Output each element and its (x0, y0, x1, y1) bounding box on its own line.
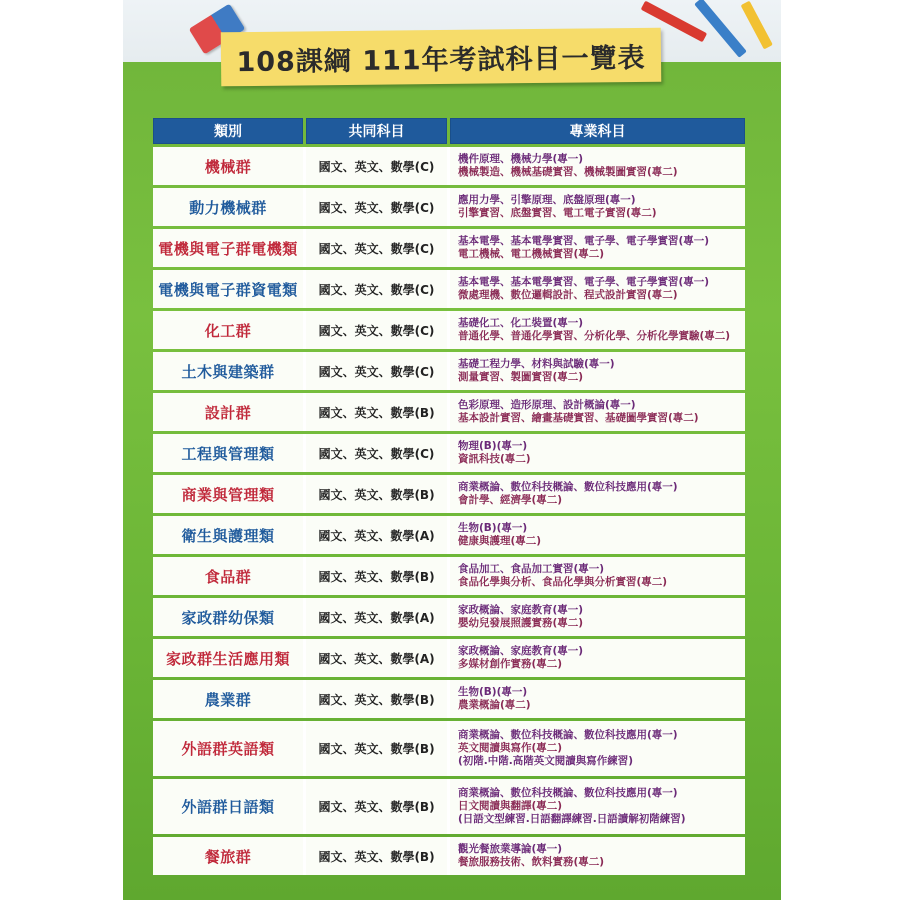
common-subjects-cell: 國文、英文、數學(C) (306, 229, 447, 267)
table-row (153, 639, 745, 677)
category-cell: 商業與管理類 (153, 475, 303, 513)
common-subjects-cell: 國文、英文、數學(B) (306, 475, 447, 513)
category-cell: 化工群 (153, 311, 303, 349)
specialized-subjects-cell (450, 311, 745, 349)
table-row (153, 229, 745, 267)
specialized-subject-line: 基本設計實習、繪畫基礎實習、基礎圖學實習(專二) (458, 412, 699, 424)
table-row (153, 147, 745, 185)
specialized-subject-line: 物理(B)(專一) (458, 440, 528, 452)
specialized-subject-line: 基礎工程力學、材料與試驗(專一) (458, 358, 615, 370)
specialized-subject-line: 電工機械、電工機械實習(專二) (458, 248, 605, 260)
category-cell: 工程與管理類 (153, 434, 303, 472)
specialized-subject-line: 普通化學、普通化學實習、分析化學、分析化學實驗(專二) (458, 330, 731, 342)
header-specialized: 專業科目 (450, 118, 745, 144)
specialized-subject-line: 會計學、經濟學(專二) (458, 494, 563, 506)
table-row (153, 393, 745, 431)
table-row (153, 779, 745, 834)
specialized-subject-line: 家政概論、家庭教育(專一) (458, 604, 584, 616)
specialized-subject-line: 基本電學、基本電學實習、電子學、電子學實習(專一) (458, 276, 710, 288)
table-row (153, 434, 745, 472)
specialized-subject-line: 家政概論、家庭教育(專一) (458, 645, 584, 657)
category-cell: 電機與電子群電機類 (153, 229, 303, 267)
specialized-subject-line: 商業概論、數位科技概論、數位科技應用(專一) (458, 787, 678, 799)
title-banner (221, 28, 662, 87)
common-subjects-cell: 國文、英文、數學(B) (306, 393, 447, 431)
specialized-subject-line: 食品加工、食品加工實習(專一) (458, 563, 605, 575)
category-cell: 餐旅群 (153, 837, 303, 875)
specialized-subjects-cell (450, 721, 745, 776)
category-cell: 衛生與護理類 (153, 516, 303, 554)
table-row (153, 837, 745, 875)
category-cell: 外語群英語類 (153, 721, 303, 776)
specialized-subjects-cell (450, 270, 745, 308)
specialized-subject-line: 基本電學、基本電學實習、電子學、電子學實習(專一) (458, 235, 710, 247)
category-cell: 家政群幼保類 (153, 598, 303, 636)
category-cell: 設計群 (153, 393, 303, 431)
specialized-subject-line: 生物(B)(專一) (458, 522, 528, 534)
specialized-subject-line: (初階.中階.高階英文閱讀與寫作練習) (458, 755, 634, 767)
category-cell: 動力機械群 (153, 188, 303, 226)
common-subjects-cell: 國文、英文、數學(C) (306, 147, 447, 185)
specialized-subject-line: 測量實習、製圖實習(專二) (458, 371, 584, 383)
specialized-subject-line: 基礎化工、化工裝置(專一) (458, 317, 584, 329)
specialized-subject-line: 觀光餐旅業導論(專一) (458, 843, 563, 855)
table-row (153, 721, 745, 776)
header-common: 共同科目 (306, 118, 447, 144)
subjects-table (153, 118, 745, 868)
table-header (153, 118, 745, 144)
common-subjects-cell: 國文、英文、數學(C) (306, 352, 447, 390)
specialized-subjects-cell (450, 837, 745, 875)
specialized-subject-line: 機件原理、機械力學(專一) (458, 153, 584, 165)
category-cell: 家政群生活應用類 (153, 639, 303, 677)
category-cell: 農業群 (153, 680, 303, 718)
specialized-subject-line: 色彩原理、造形原理、設計概論(專一) (458, 399, 636, 411)
common-subjects-cell: 國文、英文、數學(A) (306, 516, 447, 554)
table-row (153, 598, 745, 636)
table-row (153, 475, 745, 513)
common-subjects-cell: 國文、英文、數學(A) (306, 639, 447, 677)
specialized-subjects-cell (450, 557, 745, 595)
specialized-subjects-cell (450, 516, 745, 554)
category-cell: 土木與建築群 (153, 352, 303, 390)
category-cell: 食品群 (153, 557, 303, 595)
specialized-subject-line: 健康與護理(專二) (458, 535, 542, 547)
table-row (153, 680, 745, 718)
specialized-subjects-cell (450, 680, 745, 718)
specialized-subjects-cell (450, 434, 745, 472)
specialized-subject-line: (日語文型練習.日語翻譯練習.日語讀解初階練習) (458, 813, 686, 825)
specialized-subject-line: 微處理機、數位邏輯設計、程式設計實習(專二) (458, 289, 678, 301)
category-cell: 電機與電子群資電類 (153, 270, 303, 308)
specialized-subject-line: 應用力學、引擎原理、底盤原理(專一) (458, 194, 636, 206)
common-subjects-cell: 國文、英文、數學(B) (306, 680, 447, 718)
specialized-subject-line: 多媒材創作實務(專二) (458, 658, 563, 670)
common-subjects-cell: 國文、英文、數學(B) (306, 779, 447, 834)
page-title: 108課綱 111年考試科目一覽表 (236, 42, 646, 78)
specialized-subject-line: 餐旅服務技術、飲料實務(專二) (458, 856, 605, 868)
table-row (153, 516, 745, 554)
category-cell: 外語群日語類 (153, 779, 303, 834)
table-row (153, 188, 745, 226)
specialized-subjects-cell (450, 393, 745, 431)
specialized-subjects-cell (450, 639, 745, 677)
specialized-subject-line: 商業概論、數位科技概論、數位科技應用(專一) (458, 481, 678, 493)
specialized-subjects-cell (450, 229, 745, 267)
category-cell: 機械群 (153, 147, 303, 185)
table-row (153, 311, 745, 349)
specialized-subject-line: 機械製造、機械基礎實習、機械製圖實習(專二) (458, 166, 678, 178)
common-subjects-cell: 國文、英文、數學(C) (306, 270, 447, 308)
specialized-subject-line: 嬰幼兒發展照護實務(專二) (458, 617, 584, 629)
common-subjects-cell: 國文、英文、數學(B) (306, 721, 447, 776)
specialized-subject-line: 食品化學與分析、食品化學與分析實習(專二) (458, 576, 668, 588)
header-category: 類別 (153, 118, 303, 144)
specialized-subject-line: 生物(B)(專一) (458, 686, 528, 698)
specialized-subjects-cell (450, 598, 745, 636)
specialized-subject-line: 日文閱讀與翻譯(專二) (458, 800, 563, 812)
specialized-subject-line: 資訊科技(專二) (458, 453, 531, 465)
common-subjects-cell: 國文、英文、數學(C) (306, 188, 447, 226)
common-subjects-cell: 國文、英文、數學(B) (306, 837, 447, 875)
poster (123, 0, 781, 900)
specialized-subjects-cell (450, 475, 745, 513)
common-subjects-cell: 國文、英文、數學(C) (306, 311, 447, 349)
common-subjects-cell: 國文、英文、數學(B) (306, 557, 447, 595)
specialized-subject-line: 英文閱讀與寫作(專二) (458, 742, 563, 754)
table-body (153, 147, 745, 875)
specialized-subjects-cell (450, 147, 745, 185)
specialized-subject-line: 商業概論、數位科技概論、數位科技應用(專一) (458, 729, 678, 741)
common-subjects-cell: 國文、英文、數學(A) (306, 598, 447, 636)
table-row (153, 557, 745, 595)
table-row (153, 270, 745, 308)
specialized-subject-line: 農業概論(專二) (458, 699, 531, 711)
specialized-subjects-cell (450, 352, 745, 390)
specialized-subject-line: 引擎實習、底盤實習、電工電子實習(專二) (458, 207, 657, 219)
table-row (153, 352, 745, 390)
specialized-subjects-cell (450, 188, 745, 226)
common-subjects-cell: 國文、英文、數學(C) (306, 434, 447, 472)
specialized-subjects-cell (450, 779, 745, 834)
